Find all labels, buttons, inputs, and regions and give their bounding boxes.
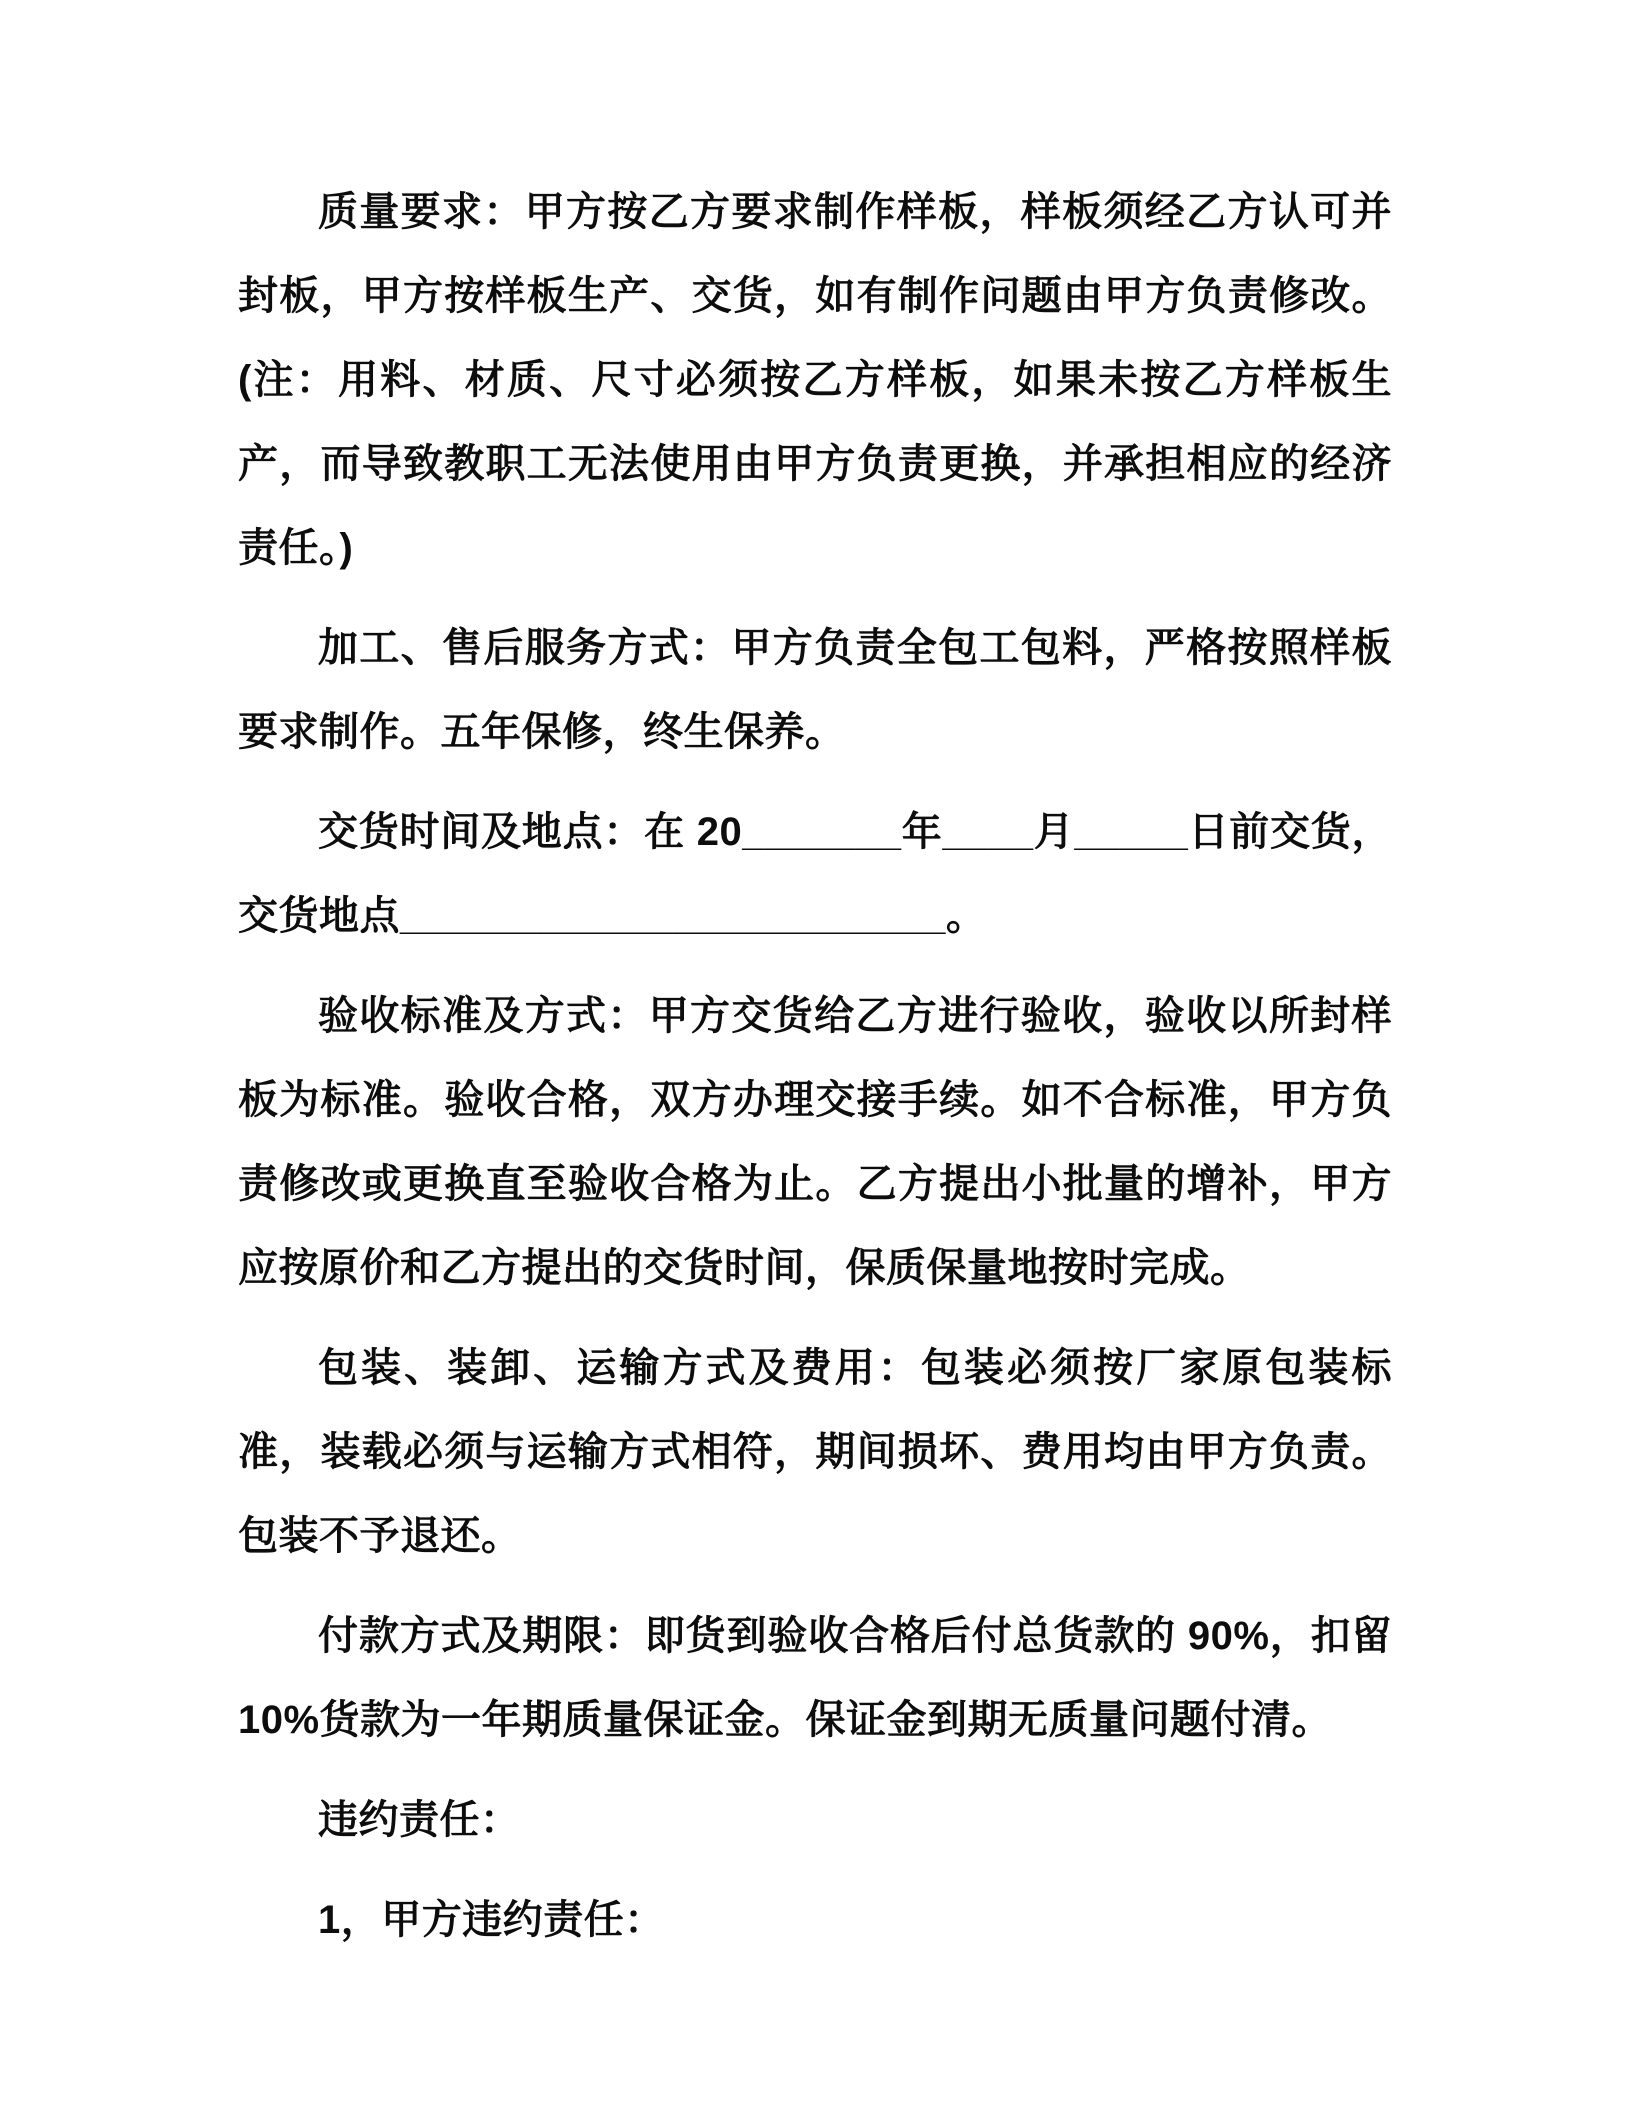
paragraph-processing-after-sales: 加工、售后服务方式：甲方负责全包工包料，严格按照样板要求制作。五年保修，终生保养。 bbox=[238, 626, 1392, 754]
paragraph-delivery-time-location: 交货时间及地点：在 20_______年____月_____日前交货，交货地点________________________。 bbox=[238, 810, 1392, 938]
paragraph-quality-requirements: 质量要求：甲方按乙方要求制作样板，样板须经乙方认可并封板，甲方按样板生产、交货，如有制作问题由甲方负责修改。(注：用料、材质、尺寸必须按乙方样板，如果未按乙方样板生产，而导致教职工无法使用由甲方负责更换，并承担相应的经济责任。) bbox=[238, 190, 1392, 570]
paragraph-breach-liability-heading: 违约责任： bbox=[318, 1798, 521, 1842]
paragraph-packaging-transport: 包装、装卸、运输方式及费用：包装必须按厂家原包装标准，装载必须与运输方式相符，期间损坏、费用均由甲方负责。包装不予退还。 bbox=[238, 1346, 1392, 1558]
paragraph-party-a-breach: 1，甲方违约责任： bbox=[318, 1898, 665, 1942]
paragraph-payment-terms: 付款方式及期限：即货到验收合格后付总货款的 90%，扣留10%货款为一年期质量保证金。保证金到期无质量问题付清。 bbox=[238, 1614, 1392, 1742]
paragraph-acceptance-standards: 验收标准及方式：甲方交货给乙方进行验收，验收以所封样板为标准。验收合格，双方办理交接手续。如不合标准，甲方负责修改或更换直至验收合格为止。乙方提出小批量的增补，甲方应按原价和乙方提出的交货时间，保质保量地按时完成。 bbox=[238, 994, 1392, 1290]
